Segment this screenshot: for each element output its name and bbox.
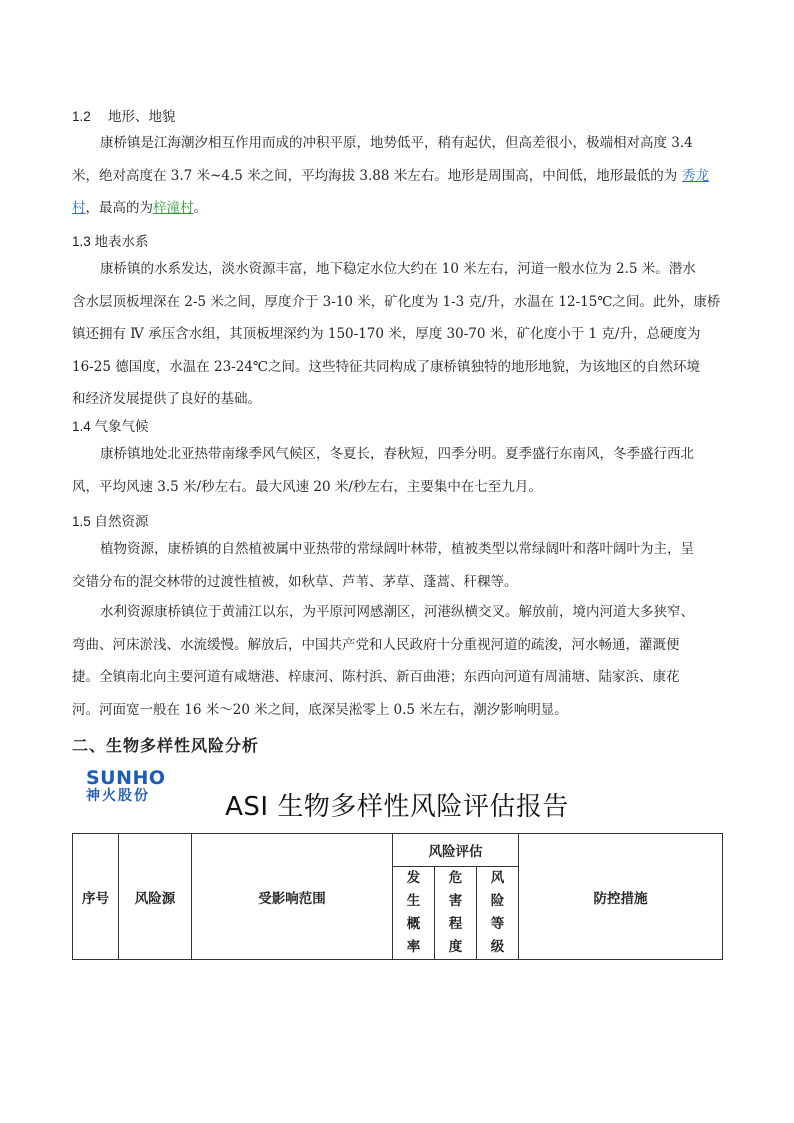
text-line: 风，平均风速 3.5 米/秒左右。最大风速 20 米/秒左右，主要集中在七至九月。 bbox=[72, 478, 542, 495]
text-line: 捷。全镇南北向主要河道有咸塘港、梓康河、陈村浜、新百曲港；东西向河道有周浦塘、陆家浜、康花 bbox=[72, 669, 680, 685]
logo-text-en: SUNHO bbox=[86, 767, 166, 789]
text-line: 和经济发展提供了良好的基础。 bbox=[72, 391, 261, 407]
text-fragment: ，最高的为 bbox=[85, 200, 153, 216]
vertical-text: 危害程度 bbox=[448, 870, 463, 955]
paragraph-terrain bbox=[72, 127, 722, 225]
header-probability bbox=[393, 867, 435, 960]
text-line: 植物资源，康桥镇的自然植被属中亚热带的常绿阔叶林带，植被类型以常绿阔叶和落叶阔叶为主，呈 bbox=[100, 541, 694, 557]
logo-text-cn: 神火股份 bbox=[86, 788, 150, 804]
text-line: 康桥镇地处北亚热带南缘季风气候区，冬夏长，春秋短，四季分明。夏季盛行东南风，冬季盛行西北 bbox=[100, 446, 694, 462]
text-line: 16-25 德国度，水温在 23-24℃之间。这些特征共同构成了康桥镇独特的地形地貌，为该地区的自然环境 bbox=[72, 358, 701, 375]
header-seq: 序号 bbox=[73, 834, 119, 960]
risk-assessment-table bbox=[72, 833, 723, 960]
vertical-text: 发生概率 bbox=[406, 870, 421, 955]
header-risk-evaluation: 风险评估 bbox=[393, 834, 519, 867]
link-xiulong[interactable]: 秀龙 bbox=[682, 168, 709, 184]
header-affected-scope: 受影响范围 bbox=[192, 834, 393, 960]
text-line: 米，绝对高度在 3.7 米~4.5 米之间，平均海拔 3.88 米左右。地形是周围高，中间低，地形最低的为 bbox=[72, 167, 678, 184]
header-risk-level bbox=[477, 867, 519, 960]
text-line: 交错分布的混交林带的过渡性植被，如秋草、芦苇、茅草、蓬蒿、秆稞等。 bbox=[72, 573, 518, 590]
header-control-measures: 防控措施 bbox=[519, 834, 723, 960]
section-2-title: 二、生物多样性风险分析 bbox=[72, 736, 260, 755]
text-line: 水利资源康桥镇位于黄浦江以东，为平原河网感潮区，河港纵横交叉。解放前，境内河道大多狭窄、 bbox=[100, 604, 694, 620]
paragraph-climate bbox=[72, 438, 722, 503]
link-xiulong-village[interactable]: 村 bbox=[72, 200, 86, 216]
link-zitong-village[interactable]: 梓潼村 bbox=[153, 200, 194, 216]
text-line: 康桥镇是江海潮汐相互作用而成的冲积平原，地势低平，稍有起伏，但高差很小，极端相对高度 3.4 bbox=[100, 135, 693, 151]
text-line: 康桥镇的水系发达，淡水资源丰富，地下稳定水位大约在 10 米左右，河道一般水位为 2.5 米。潜水 bbox=[100, 261, 696, 277]
text-line: 弯曲、河床淤浅、水流缓慢。解放后，中国共产党和人民政府十分重视河道的疏浚，河水畅通，灌溉便 bbox=[72, 636, 680, 653]
vertical-text: 风险等级 bbox=[490, 870, 505, 955]
heading-1-4: 1.4 气象气候 bbox=[72, 419, 149, 434]
paragraph-water-resources bbox=[72, 596, 722, 726]
header-harm-degree bbox=[435, 867, 477, 960]
heading-1-3: 1.3 地表水系 bbox=[72, 234, 149, 249]
text-fragment: 。 bbox=[193, 200, 207, 216]
paragraph-water-system bbox=[72, 253, 722, 416]
heading-1-2: 1.2 地形、地貌 bbox=[72, 109, 176, 124]
heading-1-5: 1.5 自然资源 bbox=[72, 514, 149, 529]
text-line: 含水层顶板埋深在 2-5 米之间，厚度介于 3-10 米，矿化度为 1-3 克/升，水温在 12-15℃之间。此外，康桥 bbox=[72, 293, 721, 310]
header-risk-source: 风险源 bbox=[119, 834, 192, 960]
text-line: 镇还拥有 Ⅳ 承压含水组，其顶板埋深约为 150-170 米，厚度 30-70 米，矿化度小于 1 克/升，总硬度为 bbox=[72, 326, 701, 342]
paragraph-plants bbox=[72, 533, 722, 598]
text-line: 河。河面宽一般在 16 米～20 米之间，底深吴淞零上 0.5 米左右，潮汐影响明显。 bbox=[72, 701, 568, 718]
report-title: ASI 生物多样性风险评估报告 bbox=[225, 792, 569, 822]
